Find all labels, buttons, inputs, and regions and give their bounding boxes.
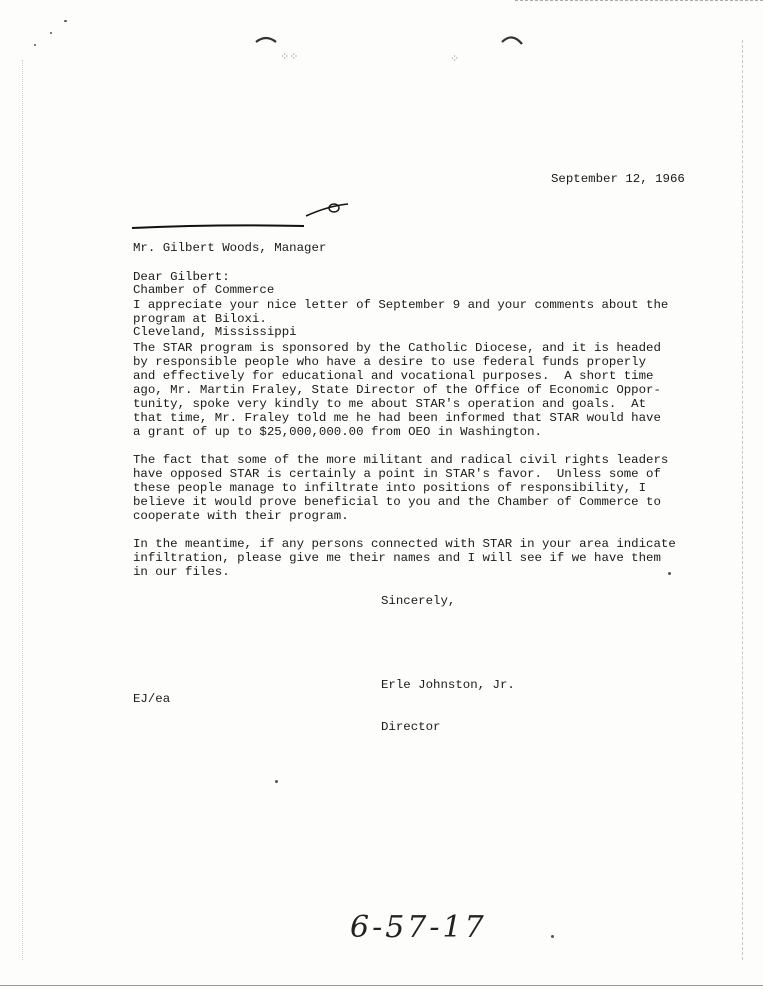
scan-edge-top — [515, 0, 763, 3]
body-paragraph-2: The STAR program is sponsored by the Catholic Diocese, and it is headed by responsible people who have a desire to use federal funds properly and effectively for educational and vocational purposes. A short time ago, Mr. Martin Fraley, State Director of the Office of Economic Oppor- tunity, spoke very kindly to me about STAR's operation and goals. At that time, Mr. Fraley told me he had been informed that STAR would have a grant of up to $25,000,000.00 from OEO in Washington. — [133, 341, 661, 439]
scan-speck — [50, 32, 52, 34]
signatory-title: Director — [381, 720, 441, 734]
svg-text:⁘: ⁘ — [450, 52, 460, 65]
svg-text:⁘⁘: ⁘⁘ — [280, 50, 299, 63]
letter-date: September 12, 1966 — [551, 172, 685, 186]
closing: Sincerely, — [381, 594, 456, 608]
scan-speck — [34, 44, 36, 46]
recipient-organization: Chamber of Commerce — [133, 283, 275, 297]
scan-speck — [551, 935, 554, 938]
salutation: Dear Gilbert: — [133, 270, 230, 284]
signature-block — [381, 650, 515, 762]
recipient-name: Mr. Gilbert Woods, Manager — [133, 241, 327, 255]
typist-initials: EJ/ea — [133, 692, 171, 706]
recipient-city: Cleveland, Mississippi — [133, 325, 297, 339]
scan-edge-right — [742, 40, 744, 960]
signatory-name: Erle Johnston, Jr. — [381, 678, 515, 692]
body-paragraph-4: In the meantime, if any persons connected with STAR in your area indicate infiltration, please give me their names and I will see if we have them in our files. — [133, 537, 676, 579]
handwritten-file-number: 6-57-17 — [350, 910, 487, 945]
scan-speck — [275, 780, 278, 783]
handwritten-strike-mark — [128, 198, 358, 238]
hole-punch-marks — [250, 30, 540, 80]
scan-edge-bottom — [0, 985, 763, 987]
scan-speck — [64, 20, 67, 22]
body-paragraph-1: I appreciate your nice letter of September 9 and your comments about the program at Biloxi. — [133, 298, 669, 326]
scan-edge-left — [22, 60, 24, 960]
body-paragraph-3: The fact that some of the more militant and radical civil rights leaders have opposed STAR is certainly a point in STAR's favor. Unless some of these people manage to infiltrate into positions of responsibility, I believe it would prove beneficial to you and the Chamber of Commerce to cooperate with their program. — [133, 453, 669, 523]
